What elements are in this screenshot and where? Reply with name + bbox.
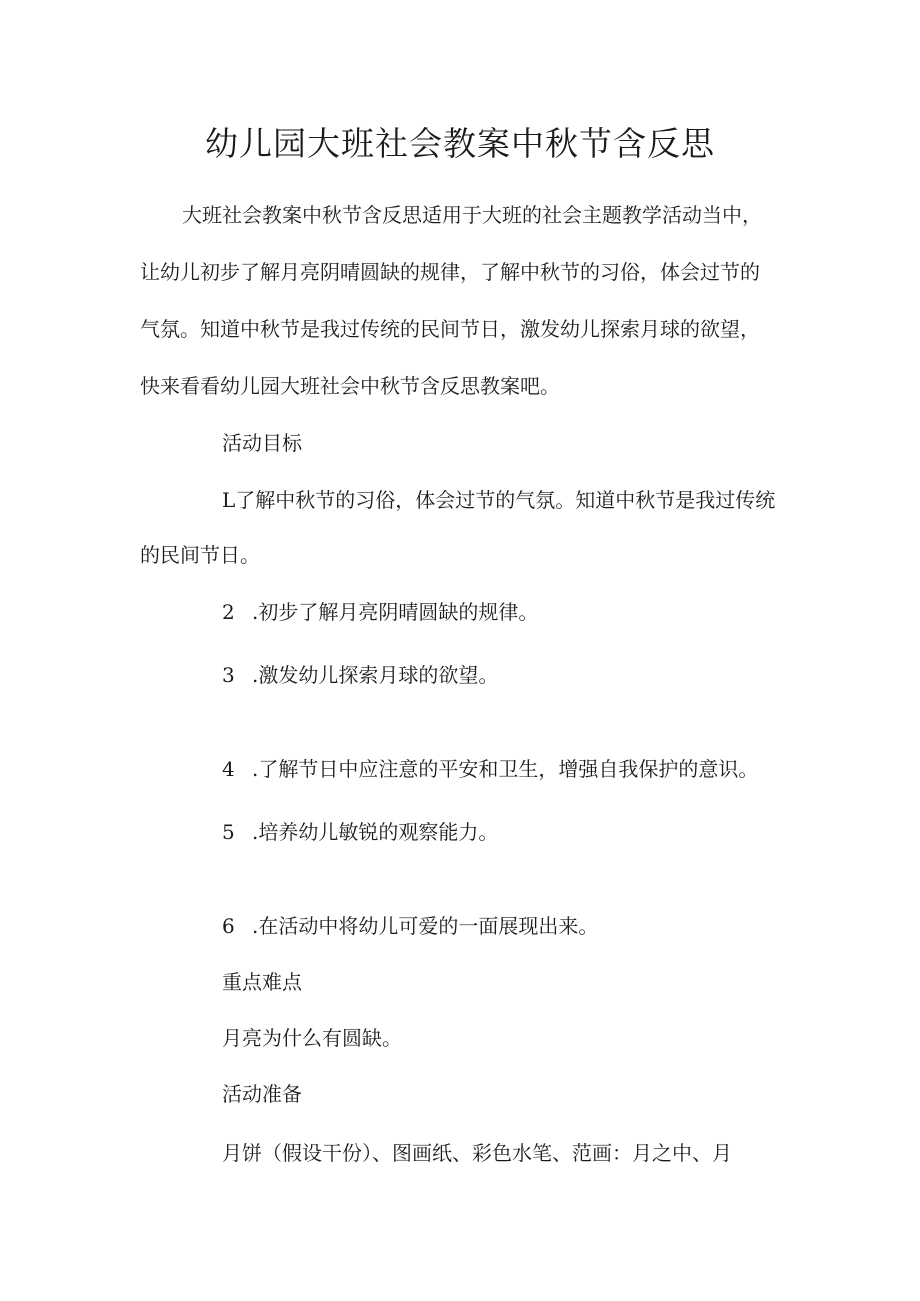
goal-1-line-2: 的民间节日。 (140, 543, 260, 567)
goal-item-6 (222, 911, 598, 941)
goal-item-2 (222, 597, 538, 627)
intro-line-1: 大班社会教案中秋节含反思适用于大班的社会主题教学活动当中， (182, 203, 762, 227)
goal-number: 3 (222, 663, 235, 687)
goal-item-4 (222, 754, 758, 784)
document-title: 幼儿园大班社会教案中秋节含反思 (205, 124, 715, 163)
goal-number: 2 (222, 600, 235, 624)
key-text: 月亮为什么有圆缺。 (222, 1026, 402, 1050)
intro-line-3: 气氛。知道中秋节是我过传统的民间节日，激发幼儿探索月球的欲望， (140, 317, 760, 341)
goal-number: 5 (222, 820, 235, 844)
goal-text: .培养幼儿敏锐的观察能力。 (252, 820, 499, 844)
goals-heading: 活动目标 (222, 431, 302, 455)
goal-number: 4 (222, 757, 235, 781)
goal-1-line-1: L了解中秋节的习俗，体会过节的气氛。知道中秋节是我过传统 (222, 488, 776, 512)
goal-text: .激发幼儿探索月球的欲望。 (252, 663, 499, 687)
goal-number: 6 (222, 914, 235, 938)
goal-item-3 (222, 660, 498, 690)
goal-item-5 (222, 817, 498, 847)
key-heading: 重点难点 (222, 970, 302, 994)
intro-line-4: 快来看看幼儿园大班社会中秋节含反思教案吧。 (140, 374, 560, 398)
goal-text: .在活动中将幼儿可爱的一面展现出来。 (252, 914, 599, 938)
prep-heading: 活动准备 (222, 1082, 302, 1106)
goal-text: .了解节日中应注意的平安和卫生，增强自我保护的意识。 (252, 757, 759, 781)
goal-text: .初步了解月亮阴晴圆缺的规律。 (252, 600, 539, 624)
prep-text: 月饼（假设干份）、图画纸、彩色水笔、范画：月之中、月 (222, 1141, 732, 1165)
intro-line-2: 让幼儿初步了解月亮阴晴圆缺的规律，了解中秋节的习俗，体会过节的 (140, 260, 760, 284)
